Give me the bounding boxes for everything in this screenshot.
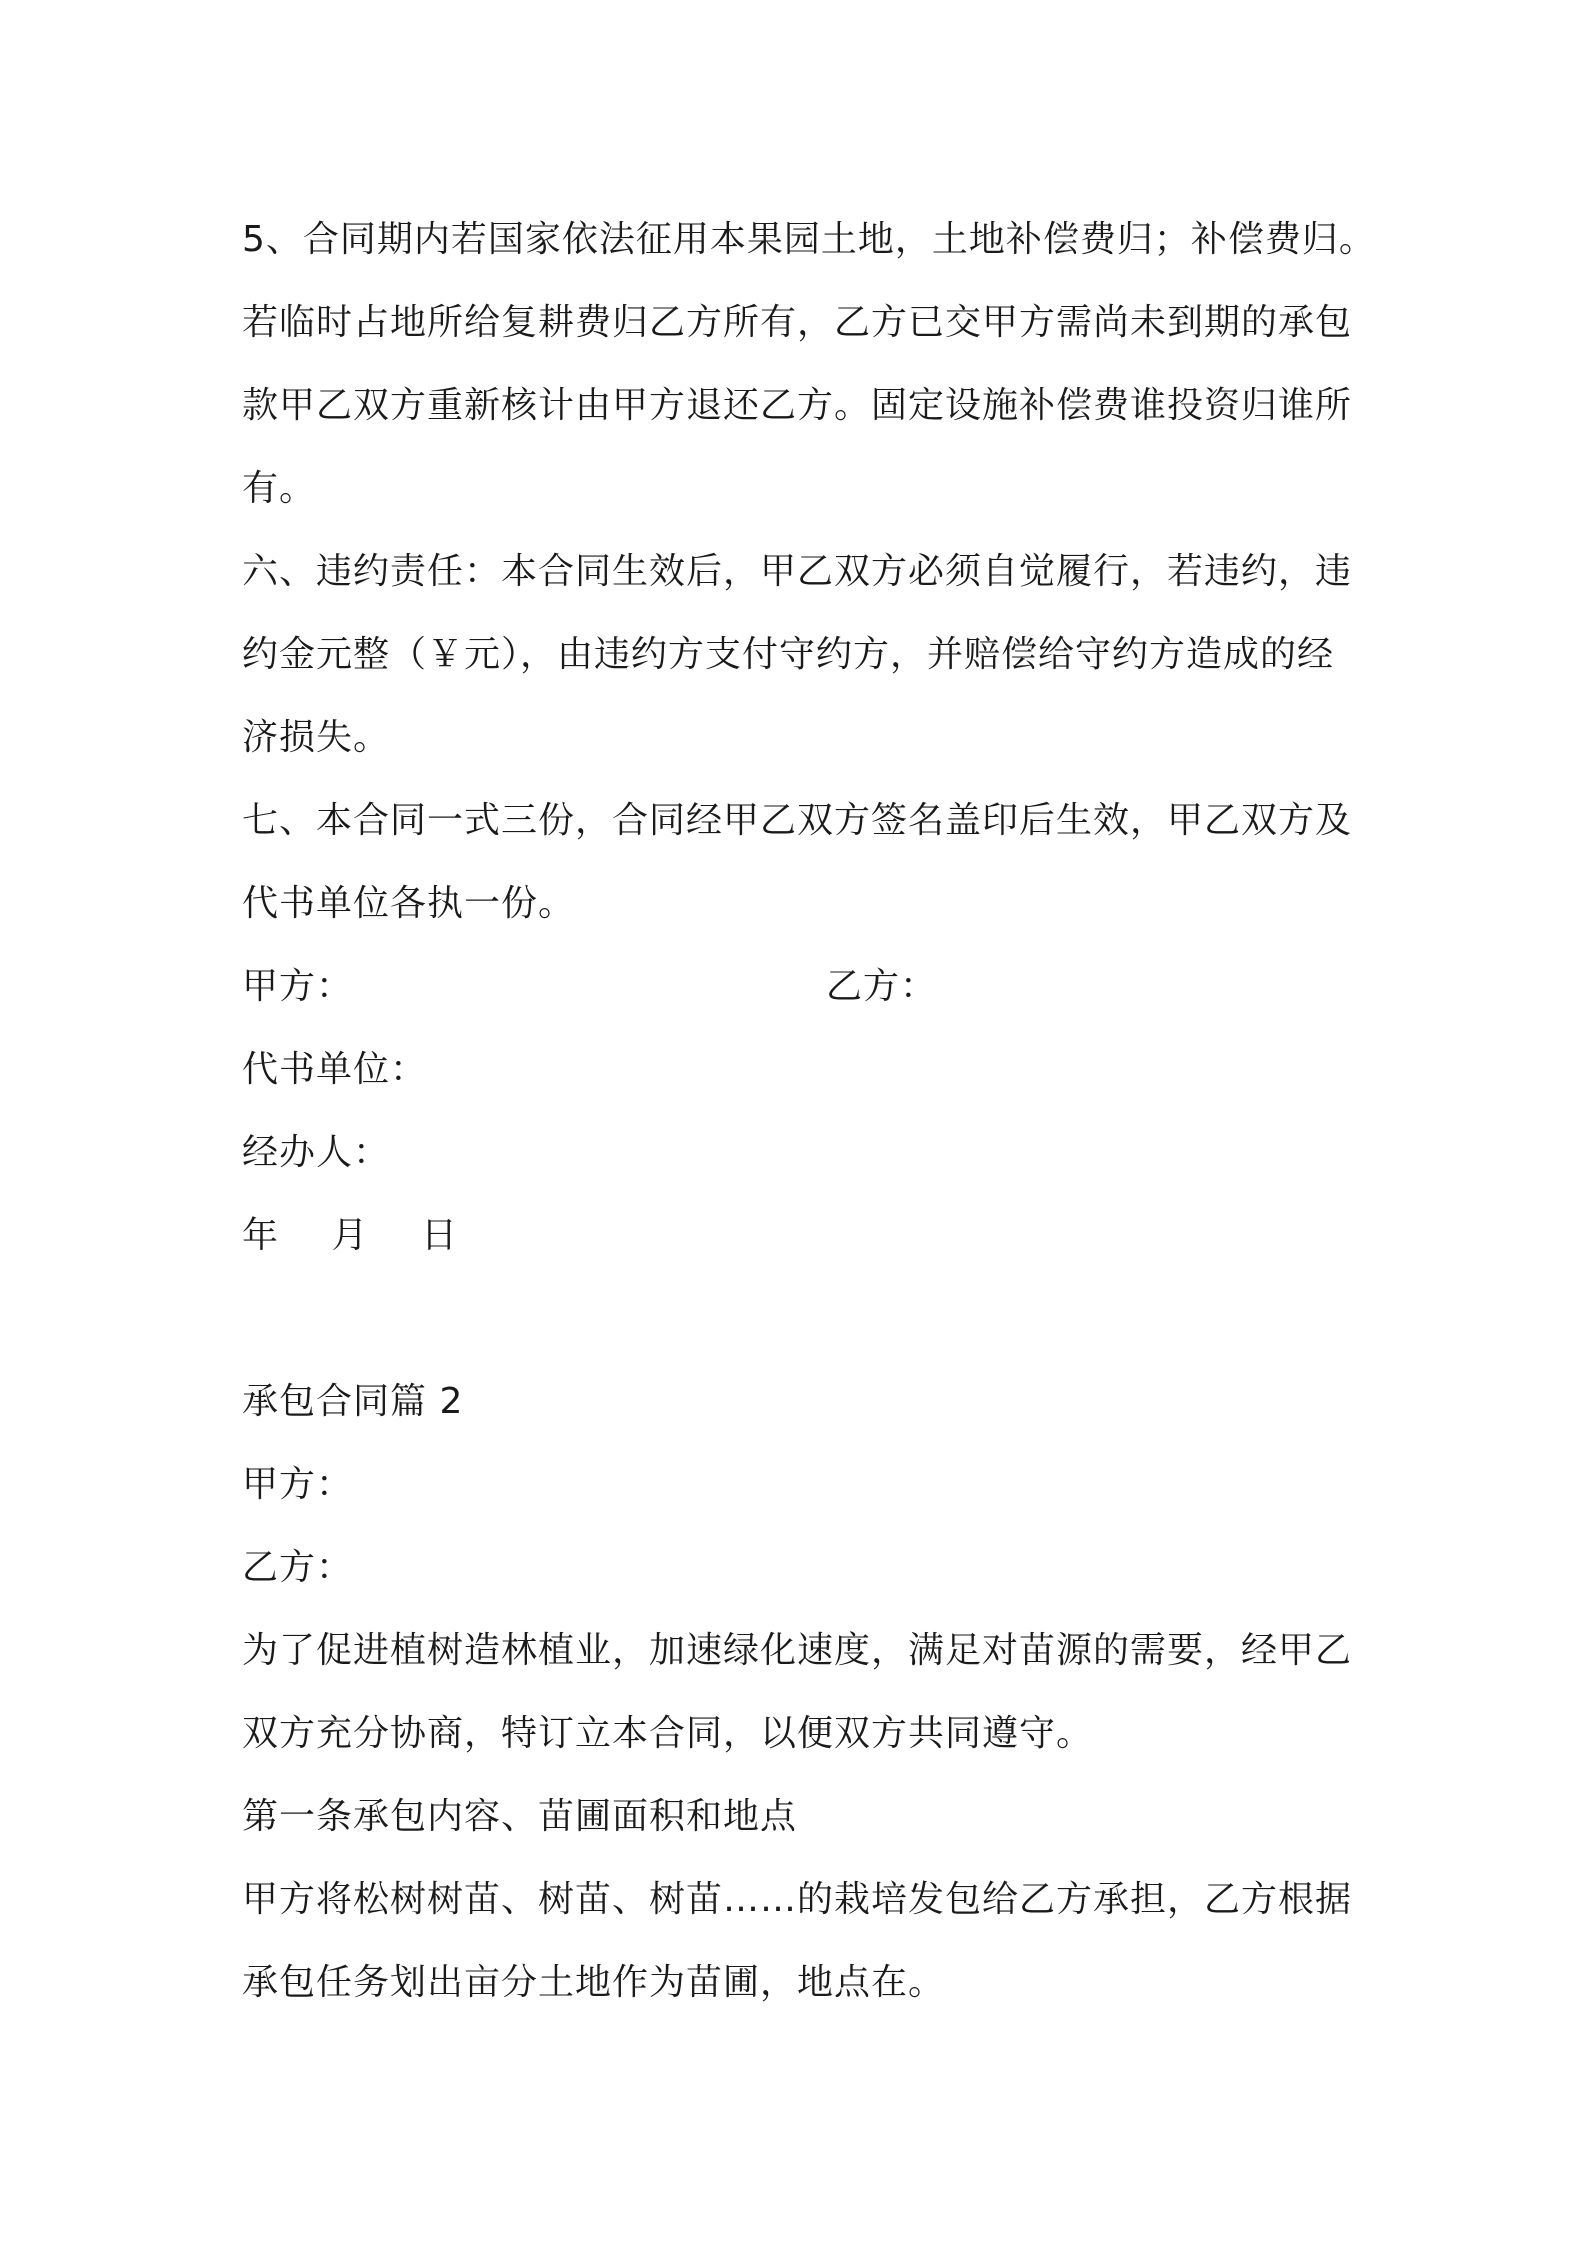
text-line: 六、违约责任：本合同生效后，甲乙双方必须自觉履行，若违约，违 <box>242 551 1353 592</box>
party-a-signature-label: 甲方： <box>242 966 354 1007</box>
article-1-paragraph <box>242 1858 1382 2024</box>
article-1-heading: 第一条承包内容、苗圃面积和地点 <box>242 1796 798 1837</box>
text-line: 5、合同期内若国家依法征用本果园土地，土地补偿费归；补偿费归。 <box>242 219 1376 260</box>
date-year-label: 年 <box>242 1215 280 1256</box>
handler-label: 经办人： <box>242 1132 391 1173</box>
clause-6-breach-liability <box>242 530 1382 779</box>
clause-7-copies <box>242 779 1382 945</box>
text-line: 约金元整（￥元），由违约方支付守约方，并赔偿给守约方造成的经 <box>242 634 1335 675</box>
signature-row <box>242 945 1382 1028</box>
date-row <box>242 1194 1382 1277</box>
text-line: 双方充分协商，特订立本合同，以便双方共同遵守。 <box>242 1713 1094 1754</box>
text-line: 为了促进植树造林植业，加速绿化速度，满足对苗源的需要，经甲乙 <box>242 1630 1353 1671</box>
text-line: 七、本合同一式三份，合同经甲乙双方签名盖印后生效，甲乙双方及 <box>242 800 1353 841</box>
section-spacer <box>242 1277 1382 1360</box>
text-line: 有。 <box>242 468 317 509</box>
party-b-signature-label: 乙方： <box>826 966 938 1007</box>
intro-paragraph <box>242 1609 1382 1775</box>
party-b-label: 乙方： <box>242 1547 354 1588</box>
section-title: 承包合同篇 2 <box>242 1381 464 1422</box>
clause-5 <box>242 198 1382 530</box>
party-a-label: 甲方： <box>242 1464 354 1505</box>
agency-label: 代书单位： <box>242 1049 428 1090</box>
text-line: 若临时占地所给复耕费归乙方所有，乙方已交甲方需尚未到期的承包 <box>242 302 1353 343</box>
text-line: 代书单位各执一份。 <box>242 883 576 924</box>
text-line: 甲方将松树树苗、树苗、树苗……的栽培发包给乙方承担，乙方根据 <box>242 1879 1353 1920</box>
text-line: 济损失。 <box>242 717 391 758</box>
date-month-label: 月 <box>331 1215 369 1256</box>
text-line: 承包任务划出亩分土地作为苗圃，地点在。 <box>242 1962 946 2003</box>
document-body <box>242 198 1382 2024</box>
date-day-label: 日 <box>420 1215 458 1256</box>
text-line: 款甲乙双方重新核计由甲方退还乙方。固定设施补偿费谁投资归谁所 <box>242 385 1353 426</box>
